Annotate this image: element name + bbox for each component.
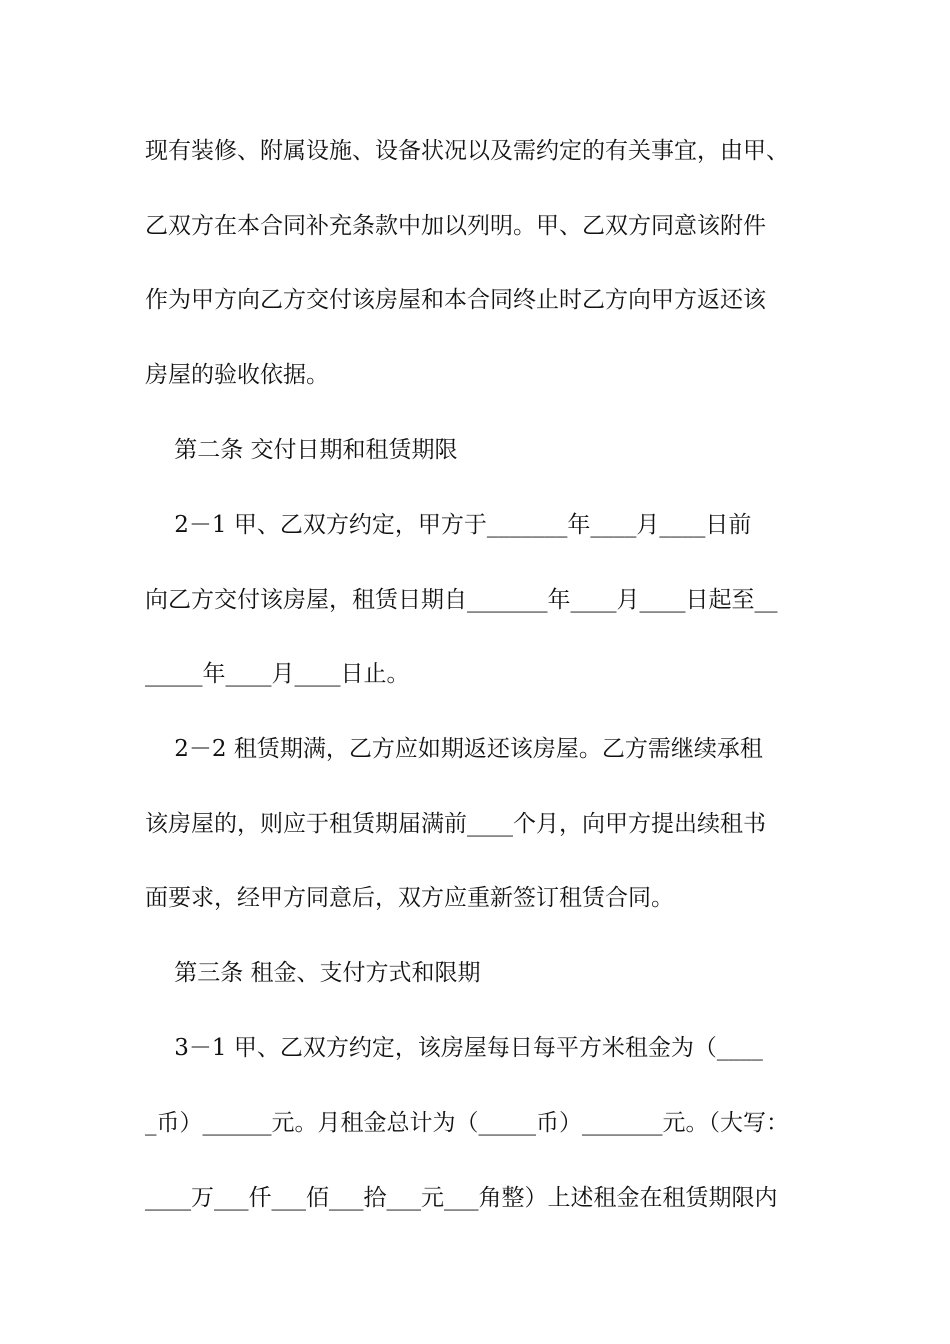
text-line: 房屋的验收依据。 <box>145 362 329 388</box>
text-line: ____万___仟___佰___拾___元___角整）上述租金在租赁期限内 <box>145 1185 778 1211</box>
text-line: 2－2 租赁期满，乙方应如期返还该房屋。乙方需继续承租 <box>145 736 763 762</box>
text-line: 作为甲方向乙方交付该房屋和本合同终止时乙方向甲方返还该 <box>145 287 766 313</box>
text-line: 面要求，经甲方同意后，双方应重新签订租赁合同。 <box>145 885 674 911</box>
text-line: 该房屋的，则应于租赁期届满前____个月，向甲方提出续租书 <box>145 811 766 837</box>
section-heading: 第三条 租金、支付方式和限期 <box>145 960 481 986</box>
text-line: 2－1 甲、乙双方约定，甲方于_______年____月____日前 <box>145 512 752 538</box>
text-line: _____年____月____日止。 <box>145 661 410 687</box>
section-heading: 第二条 交付日期和租赁期限 <box>145 437 458 463</box>
text-line: 向乙方交付该房屋，租赁日期自_______年____月____日起至__ <box>145 587 778 613</box>
text-line: 乙双方在本合同补充条款中加以列明。甲、乙双方同意该附件 <box>145 213 766 239</box>
text-line: 3－1 甲、乙双方约定，该房屋每日每平方米租金为（____ <box>145 1035 763 1061</box>
text-line: _币）______元。月租金总计为（_____币）_______元。（大写： <box>145 1110 789 1136</box>
text-line: 现有装修、附属设施、设备状况以及需约定的有关事宜，由甲、 <box>145 138 789 164</box>
